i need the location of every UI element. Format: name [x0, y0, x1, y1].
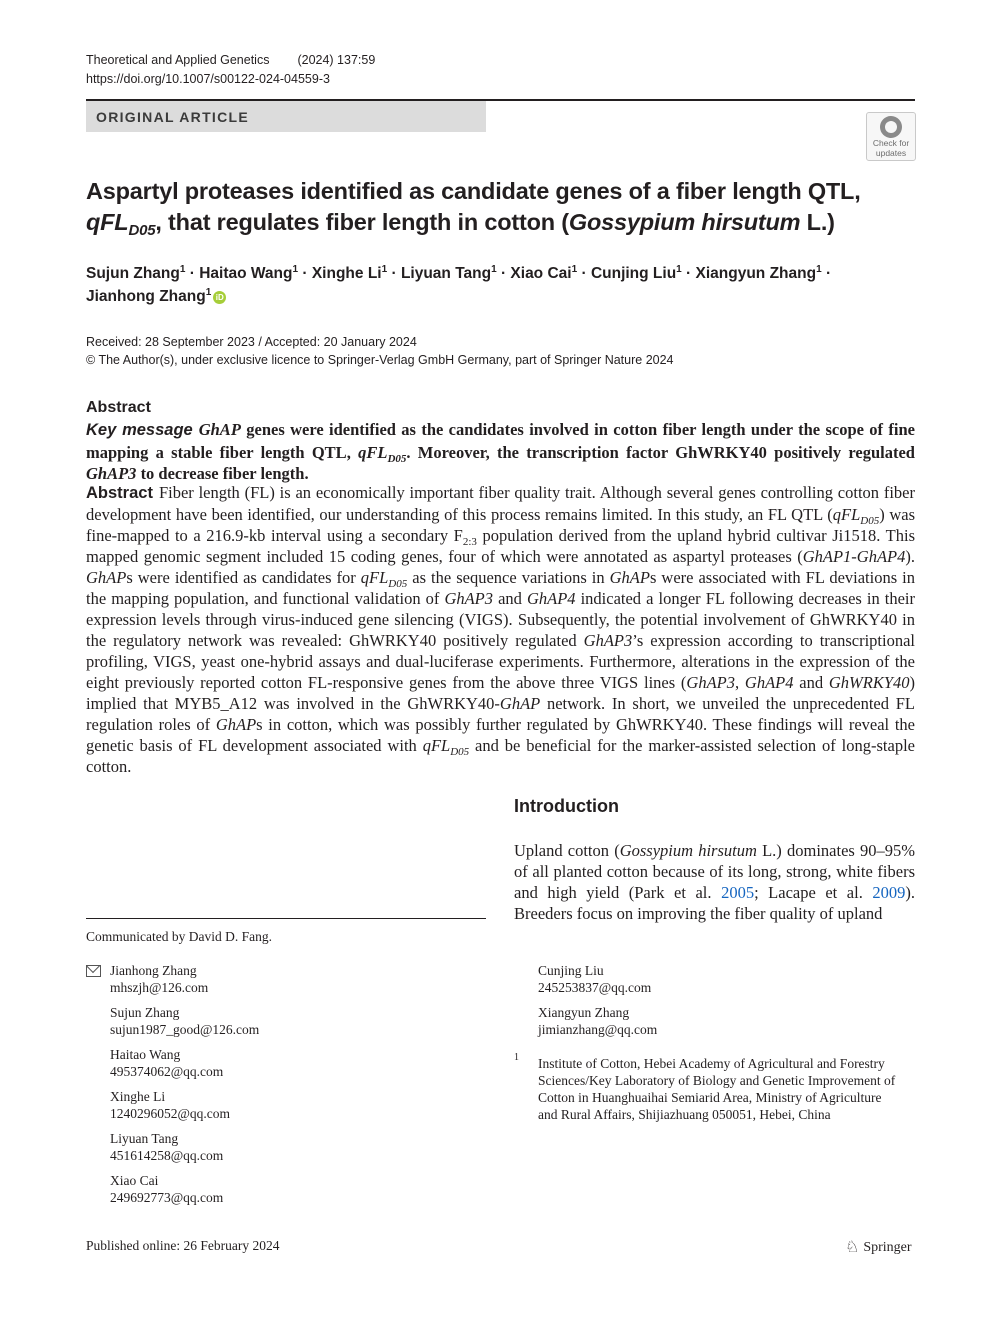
key-message-label: Key message — [86, 421, 193, 439]
title-part-2: , that regulates fiber length in cotton ( — [155, 209, 569, 235]
abstract-text: network. In short, we unveiled the unprecedented FL regulation roles of — [86, 694, 915, 734]
contact-name: Jianhong Zhang — [110, 963, 197, 978]
km-gene: GhAP3 — [86, 464, 137, 483]
km-qtl-sub: D05 — [387, 452, 407, 465]
title-part-1: Aspartyl proteases identified as candidate genes of a fiber length QTL, — [86, 178, 861, 204]
contact-email[interactable]: 451614258@qq.com — [110, 1148, 224, 1163]
abstract-text: and — [493, 589, 527, 608]
article-type-banner — [86, 101, 486, 132]
abstract-sub: D05 — [388, 578, 408, 590]
abstract-text: indicated a longer FL following decreases in their expression levels through virus-induced gene silencing (VIGS). Subsequently, the potential involvement of GhWRKY40 in the regulatory network was revealed: GhWRKY40 positively regulated — [86, 589, 915, 650]
contact-entry — [110, 1046, 223, 1080]
author-affiliation: 1 — [179, 264, 186, 275]
contact-entry — [110, 1088, 230, 1122]
intro-text: ; Lacape et al. — [754, 883, 873, 902]
author-separator: · — [821, 265, 832, 282]
citation-link[interactable]: 2009 — [872, 883, 906, 902]
author-affiliation: 1 — [491, 264, 497, 275]
km-text: to decrease fiber length. — [136, 464, 309, 483]
abstract-italic: qFL — [422, 736, 451, 755]
contact-email[interactable]: mhszjh@126.com — [110, 980, 209, 995]
km-gene: GhAP — [198, 420, 241, 439]
abstract-text: s were associated with FL deviations in the mapping population, and functional validation of — [86, 568, 915, 608]
abstract-italic: GhAP3 — [583, 631, 633, 650]
intro-species: Gossypium hirsutum — [619, 841, 757, 860]
contact-name: Xiangyun Zhang — [538, 1005, 630, 1020]
publisher-name: Springer — [863, 1240, 912, 1255]
contact-entry — [110, 1004, 259, 1038]
abstract-label: Abstract — [86, 484, 153, 502]
contact-entry — [538, 1004, 657, 1038]
author-affiliation: 1 — [676, 264, 682, 275]
journal-citation — [86, 53, 375, 67]
abstract-text: ) was fine-mapped to a 216.9-kb interval using a secondary F — [86, 505, 916, 545]
check-updates-line2: updates — [875, 148, 907, 158]
abstract-text: ). — [905, 547, 915, 566]
intro-text: ). Breeders focus on improving the fiber quality of upland — [514, 883, 915, 923]
abstract-italic: qFL — [360, 568, 389, 587]
abstract-italic: GhAP1-GhAP4 — [802, 547, 906, 566]
copyright-notice: © The Author(s), under exclusive licence to Springer-Verlag GmbH Germany, part of Springer Nature 2024 — [86, 353, 674, 367]
abstract-italic: GhAP — [499, 694, 541, 713]
title-species: Gossypium hirsutum — [568, 209, 801, 235]
author-name[interactable]: Xinghe Li — [311, 265, 382, 282]
intro-text: Upland cotton ( — [514, 841, 620, 860]
km-text: genes were identified as the candidates involved in cotton fiber length under the scope of fine mapping a stable fiber length QTL, — [86, 420, 915, 462]
abstract-sub: D05 — [450, 746, 470, 758]
citation-link[interactable]: 2005 — [721, 883, 755, 902]
abstract-sub: 2:3 — [462, 536, 477, 548]
author-affiliation: 1 — [816, 264, 822, 275]
contact-name: Haitao Wang — [110, 1047, 181, 1062]
check-updates-line1: Check for — [872, 138, 910, 148]
abstract-text: population derived from the upland hybrid cultivar Ji1518. This mapped genomic segment included 15 coding genes, four of which were annotated as aspartyl proteases ( — [86, 526, 915, 566]
contact-entry — [110, 962, 208, 996]
introduction-paragraph — [514, 840, 915, 924]
author-name[interactable]: Jianhong Zhang — [86, 288, 206, 305]
author-affiliation: 1 — [571, 264, 578, 275]
article-title — [86, 176, 916, 238]
author-separator: · — [298, 265, 312, 282]
author-name[interactable]: Haitao Wang — [199, 265, 293, 282]
abstract-italic: GhWRKY40 — [828, 673, 910, 692]
abstract-italic: GhAP3 — [686, 673, 735, 692]
contact-name: Xiao Cai — [110, 1173, 159, 1188]
abstract-text: , — [735, 673, 745, 692]
contact-email[interactable]: sujun1987_good@126.com — [110, 1022, 260, 1037]
journal-volume: (2024) 137:59 — [297, 53, 376, 67]
received-accepted-dates: Received: 28 September 2023 / Accepted: 20 January 2024 — [86, 335, 417, 349]
author-affiliation: 1 — [381, 264, 388, 275]
author-affiliation: 1 — [292, 264, 299, 275]
communicated-by: Communicated by David D. Fang. — [86, 929, 272, 944]
abstract-text: and be beneficial for the marker-assisted selection of long-staple cotton. — [86, 736, 915, 776]
title-part-3: L.) — [800, 209, 835, 235]
key-message — [86, 419, 915, 485]
abstract-italic: GhAP — [86, 568, 127, 587]
abstract-text: ) implied that MYB5_A12 was involved in the GhWRKY40- — [86, 673, 916, 713]
abstract-heading: Abstract — [86, 399, 151, 416]
km-text: . Moreover, the transcription factor GhWRKY40 positively regulated — [406, 442, 915, 462]
author-name[interactable]: Xiao Cai — [510, 265, 572, 282]
abstract-italic: GhAP — [609, 568, 650, 587]
abstract-text: and — [793, 673, 829, 692]
abstract-text: s in cotton, which was possibly further regulated by GhWRKY40. These findings will reveal the genetic basis of FL development associated with — [86, 715, 915, 755]
intro-text: L.) dominates 90–95% of all planted cotton because of its long, strong, white fibers and high yield (Park et al. — [514, 841, 915, 902]
contact-name: Sujun Zhang — [110, 1005, 180, 1020]
contact-email[interactable]: jimianzhang@qq.com — [538, 1022, 658, 1037]
title-qtl: qFL — [86, 209, 129, 235]
contact-name: Xinghe Li — [110, 1089, 166, 1104]
abstract-body — [86, 482, 915, 777]
abstract-italic: GhAP4 — [744, 673, 794, 692]
contact-entry — [110, 1172, 223, 1206]
introduction-heading: Introduction — [514, 796, 619, 816]
contact-entry — [538, 962, 651, 996]
envelope-icon — [86, 965, 101, 977]
contact-entry — [110, 1130, 223, 1164]
author-separator: · — [577, 265, 591, 282]
author-separator: · — [387, 265, 401, 282]
abstract-italic: GhAP3 — [444, 589, 494, 608]
contact-email[interactable]: 495374062@qq.com — [110, 1064, 224, 1079]
abstract-text: s were identified as candidates for — [126, 568, 361, 587]
author-affiliation: 1 — [205, 287, 212, 298]
abstract-text: Fiber length (FL) is an economically important fiber quality trait. Although several genes controlling cotton fiber development have been identified, our understanding of this process remains limited. In this study, an FL QTL ( — [86, 483, 915, 524]
author-name[interactable]: Cunjing Liu — [590, 265, 677, 282]
contact-email[interactable]: 245253837@qq.com — [538, 980, 652, 995]
author-name[interactable]: Liyuan Tang — [400, 265, 492, 282]
orcid-icon[interactable]: iD — [213, 291, 226, 304]
doi-link[interactable]: https://doi.org/10.1007/s00122-024-04559-3 — [86, 72, 330, 86]
check-updates-icon — [880, 116, 902, 138]
contact-email[interactable]: 249692773@qq.com — [110, 1190, 224, 1205]
article-type-label: ORIGINAL ARTICLE — [96, 109, 250, 125]
publisher-logo[interactable] — [845, 1237, 912, 1257]
springer-horse-icon: ♘ — [845, 1239, 860, 1256]
title-qtl-sub: D05 — [128, 222, 156, 239]
contact-email[interactable]: 1240296052@qq.com — [110, 1106, 231, 1121]
author-separator: · — [681, 265, 696, 282]
contact-name: Cunjing Liu — [538, 963, 604, 978]
abstract-italic: GhAP4 — [526, 589, 576, 608]
abstract-sub: D05 — [860, 515, 880, 527]
author-separator: · — [185, 265, 200, 282]
published-date: Published online: 26 February 2024 — [86, 1238, 280, 1253]
author-name[interactable]: Xiangyun Zhang — [695, 265, 817, 282]
abstract-text: ’s expression according to transcriptional profiling, VIGS, yeast one-hybrid assays and dual-luciferase experiments. Furthermore, alterations in the expression of the eight previously reported cotton FL-responsive genes from the above three VIGS lines ( — [86, 631, 915, 692]
author-separator: · — [496, 265, 511, 282]
abstract-italic: GhAP — [215, 715, 257, 734]
check-for-updates-button[interactable] — [866, 112, 916, 161]
abstract-text: as the sequence variations in — [407, 568, 610, 587]
affiliation-text: Institute of Cotton, Hebei Academy of Agricultural and Forestry Sciences/Key Laboratory of Biology and Genetic Improvement of Cotton in Huanghuaihai Semiarid Area, Ministry of Agriculture and Rural Affairs, Shijiazhuang 050051, Hebei, China — [538, 1056, 896, 1122]
abstract-italic: qFL — [832, 505, 861, 524]
affiliation-number: 1 — [514, 1052, 519, 1063]
journal-name: Theoretical and Applied Genetics — [86, 53, 270, 67]
km-qtl: qFL — [358, 442, 388, 462]
author-list — [86, 262, 916, 308]
author-name[interactable]: Sujun Zhang — [86, 265, 180, 282]
footnote-rule — [86, 918, 486, 919]
contact-name: Liyuan Tang — [110, 1131, 179, 1146]
